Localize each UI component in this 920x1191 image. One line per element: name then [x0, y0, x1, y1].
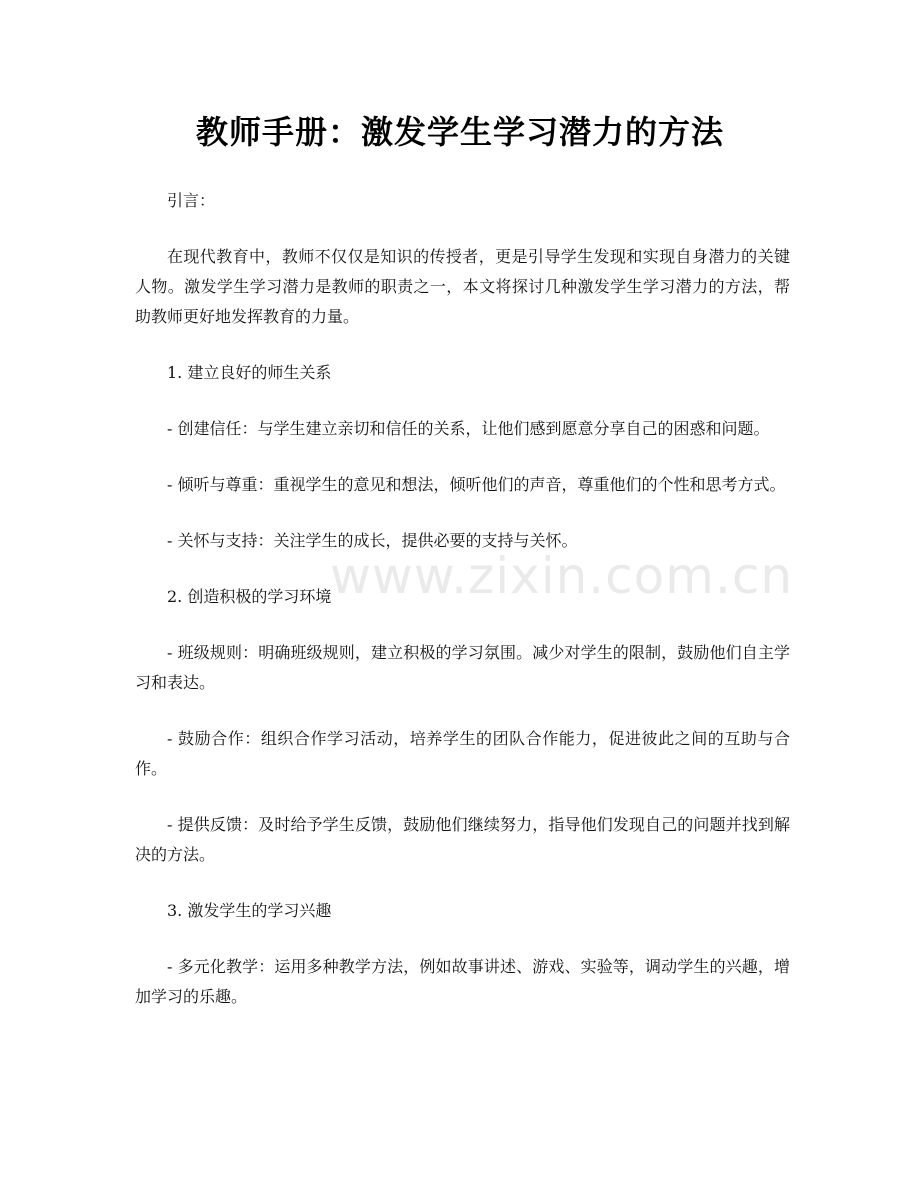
section-heading-3: 3. 激发学生的学习兴趣 [167, 901, 332, 920]
watermark: www.zixin.com.cn [330, 547, 794, 605]
document-title: 教师手册：激发学生学习潜力的方法 [195, 113, 724, 151]
document-body [135, 186, 790, 1038]
paragraph-intro-label: 引言： [167, 191, 216, 210]
list-item: - 鼓励合作：组织合作学习活动，培养学生的团队合作能力，促进彼此之间的互助与合作。 [135, 729, 790, 778]
list-item: - 多元化教学：运用多种教学方法，例如故事讲述、游戏、实验等，调动学生的兴趣，增加学习的乐趣。 [135, 957, 790, 1006]
list-item: - 班级规则：明确班级规则，建立积极的学习氛围。减少对学生的限制，鼓励他们自主学习和表达。 [135, 643, 790, 692]
paragraph-intro: 在现代教育中，教师不仅仅是知识的传授者，更是引导学生发现和实现自身潜力的关键人物。激发学生学习潜力是教师的职责之一，本文将探讨几种激发学生学习潜力的方法，帮助教师更好地发挥教育的力量。 [135, 247, 790, 326]
list-item: - 创建信任：与学生建立亲切和信任的关系，让他们感到愿意分享自己的困惑和问题。 [167, 419, 770, 438]
section-heading-2: 2. 创造积极的学习环境 [167, 587, 332, 606]
list-item: - 提供反馈：及时给予学生反馈，鼓励他们继续努力，指导他们发现自己的问题并找到解决的方法。 [135, 815, 790, 864]
list-item: - 关怀与支持：关注学生的成长，提供必要的支持与关怀。 [167, 531, 578, 550]
list-item: - 倾听与尊重：重视学生的意见和想法，倾听他们的声音，尊重他们的个性和思考方式。 [167, 475, 786, 494]
section-heading-1: 1. 建立良好的师生关系 [167, 363, 332, 382]
